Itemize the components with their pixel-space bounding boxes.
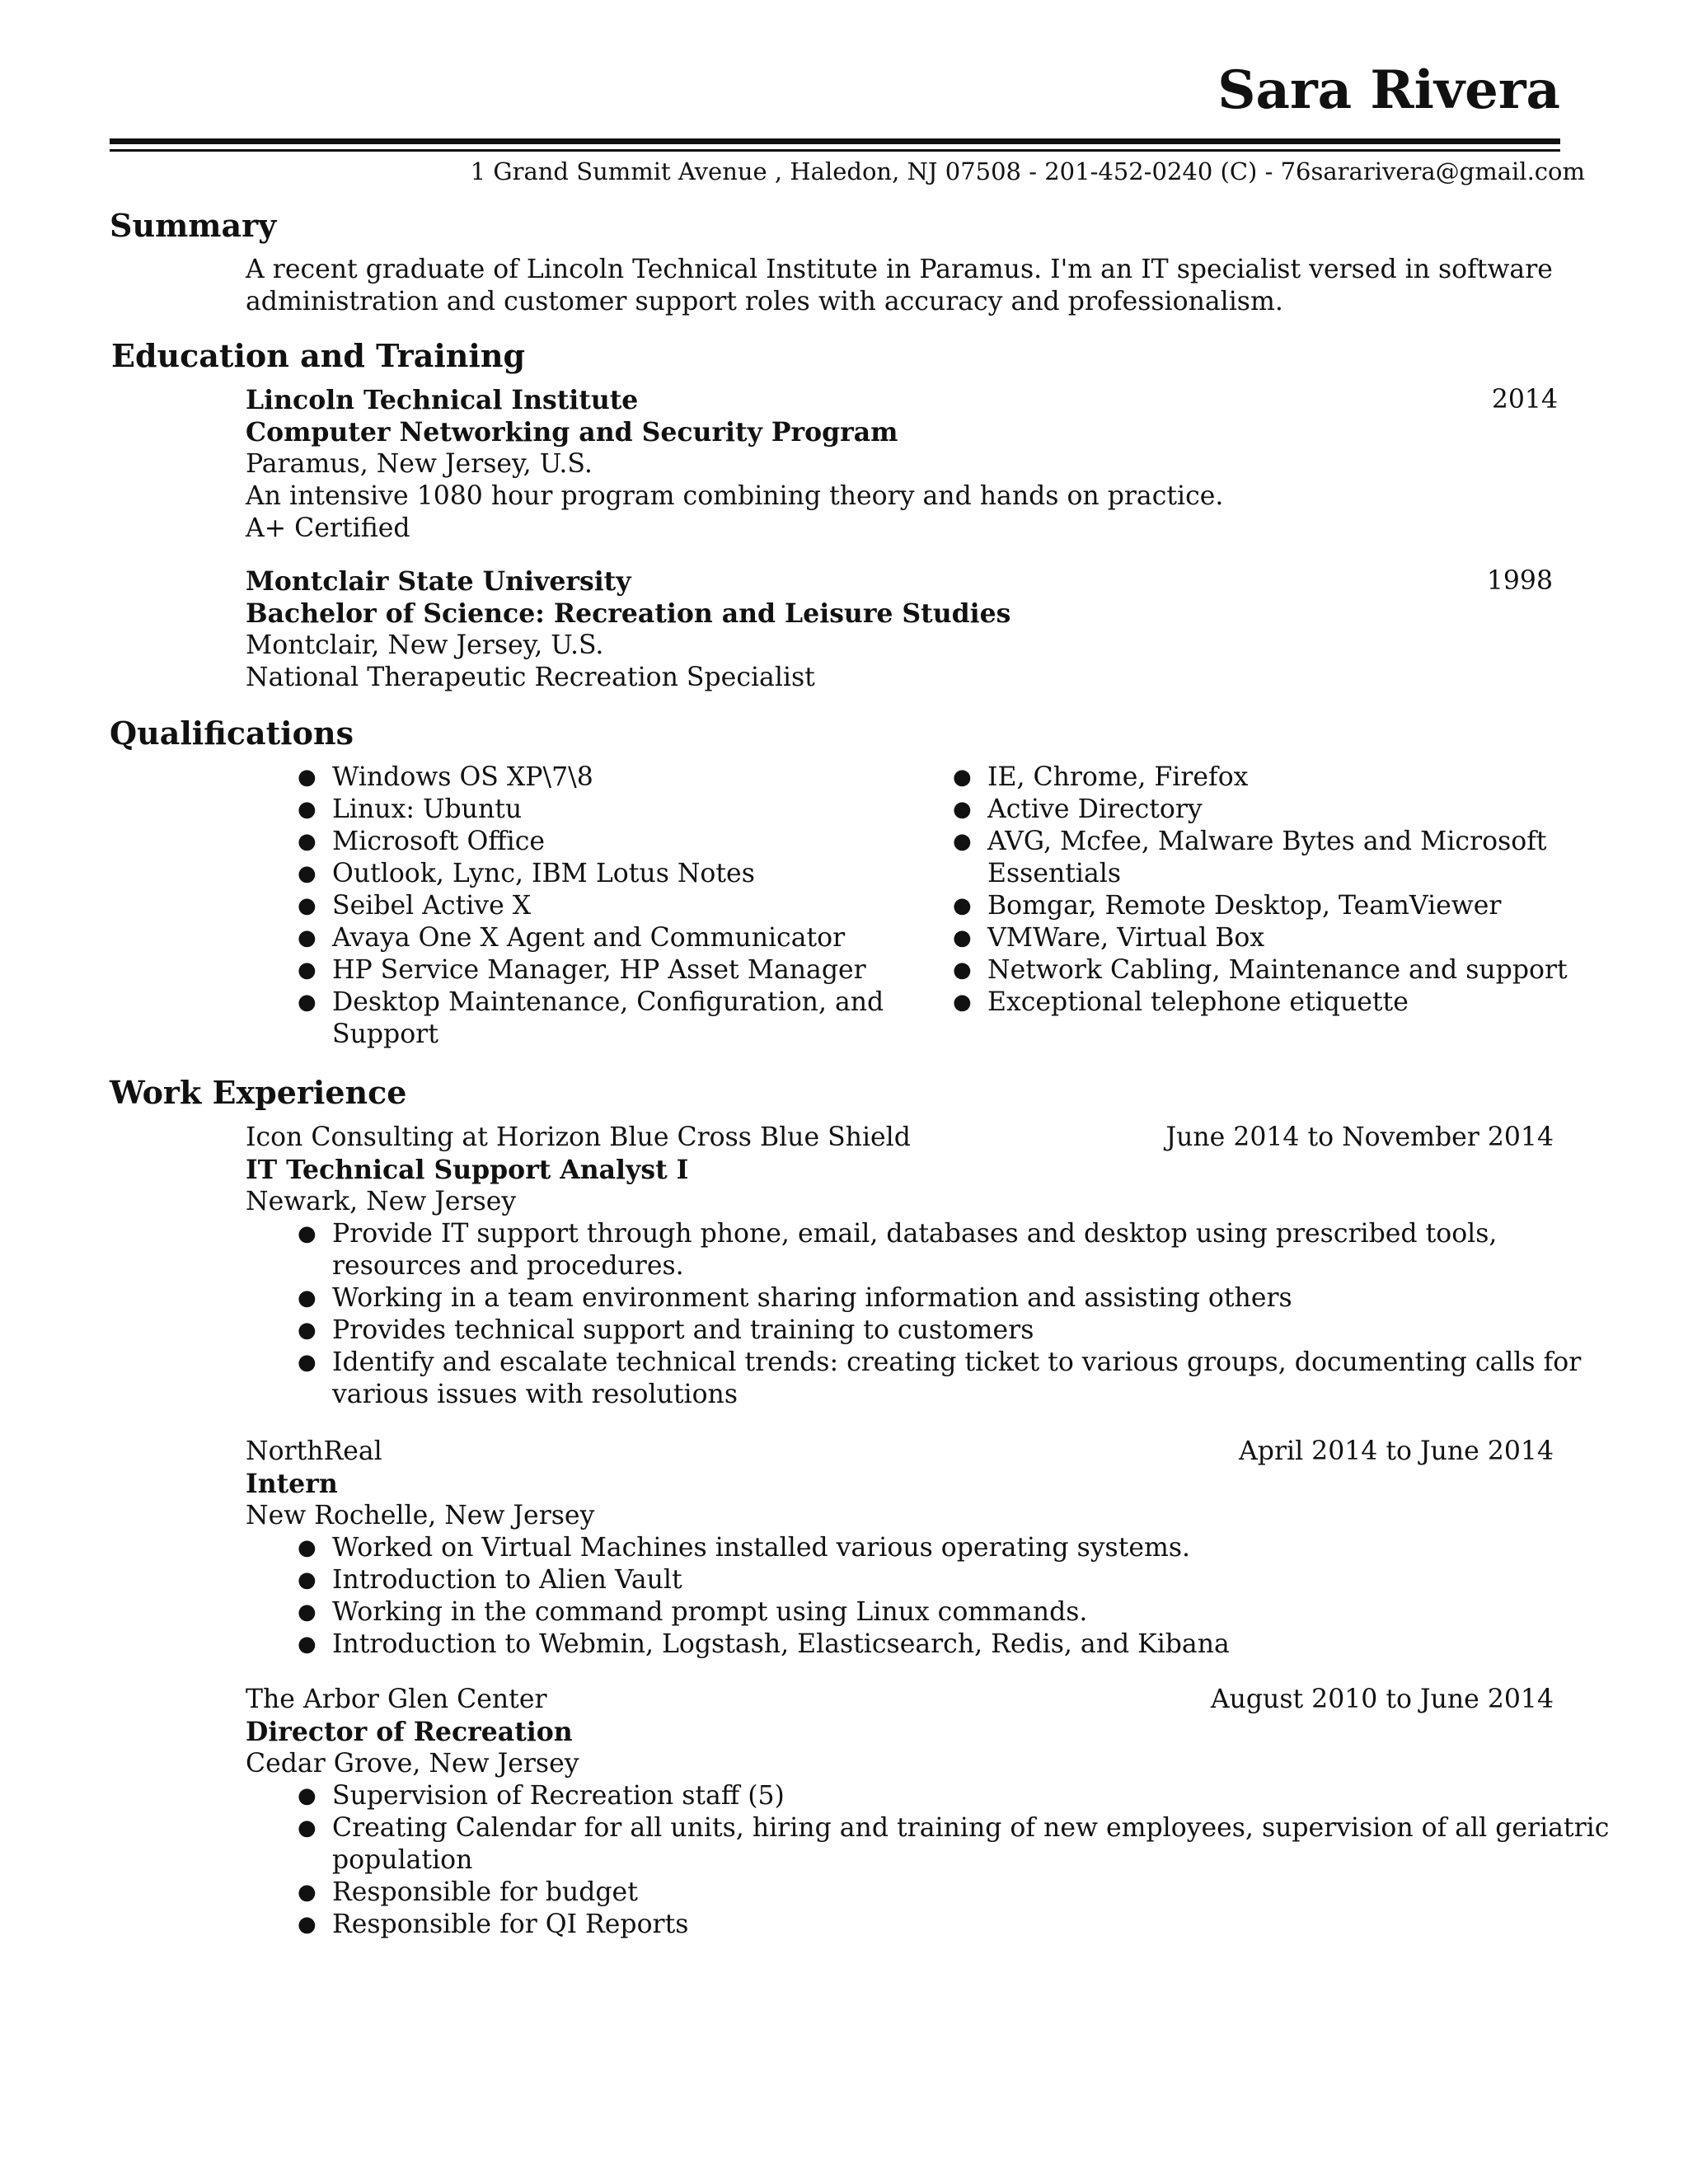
bullet-icon: ● [298, 829, 316, 854]
bullet-icon: ● [298, 1568, 316, 1592]
education-detail: An intensive 1080 hour program combining theory and hands on practice. [246, 481, 1224, 511]
job-dates: August 2010 to June 2014 [1210, 1685, 1554, 1714]
list-item: ● Supervision of Recreation staff (5) [298, 1781, 785, 1811]
list-item: ● Avaya One X Agent and Communicator [298, 923, 846, 953]
list-item: ● Working in the command prompt using Linux commands. [298, 1597, 1088, 1627]
list-item: ● Worked on Virtual Machines installed various operating systems. [298, 1533, 1191, 1563]
job-company: NorthReal [246, 1436, 382, 1466]
qualifications-right-list [953, 762, 1568, 1019]
education-detail: A+ Certified [246, 513, 410, 543]
summary-line: A recent graduate of Lincoln Technical Institute in Paramus. I'm an IT specialist versed in software [246, 255, 1553, 284]
list-item: ● Microsoft Office [298, 827, 546, 856]
bullet-icon: ● [298, 1816, 316, 1840]
education-school: Lincoln Technical Institute [246, 385, 639, 415]
job-bullets [298, 1780, 1610, 1941]
list-item: ● Working in a team environment sharing information and assisting others [298, 1283, 1292, 1313]
header-rule-thin [110, 149, 1560, 152]
section-title-qualifications: Qualifications [110, 715, 354, 752]
bullet-icon: ● [298, 1600, 316, 1624]
bullet-icon: ● [953, 829, 972, 854]
list-item-continuation: resources and procedures. [332, 1251, 684, 1281]
bullet-icon: ● [298, 1880, 316, 1905]
bullet-icon: ● [298, 1783, 316, 1808]
job-role: Intern [246, 1469, 338, 1499]
education-location: Montclair, New Jersey, U.S. [246, 630, 604, 660]
bullet-icon: ● [298, 1221, 316, 1246]
bullet-icon: ● [298, 958, 316, 982]
list-item: ● Exceptional telephone etiquette [953, 987, 1409, 1017]
list-item: ● Linux: Ubuntu [298, 794, 523, 824]
job-dates: April 2014 to June 2014 [1239, 1436, 1554, 1466]
bullet-icon: ● [953, 765, 972, 790]
bullet-icon: ● [298, 893, 316, 918]
job-location: Cedar Grove, New Jersey [246, 1749, 579, 1779]
bullet-icon: ● [298, 1912, 316, 1937]
education-program [246, 598, 1010, 630]
job-role: Director of Recreation [246, 1717, 573, 1747]
bullet-icon: ● [953, 893, 972, 918]
education-program: Computer Networking and Security Program [246, 417, 898, 448]
list-item-continuation: Support [332, 1019, 438, 1049]
qualifications-left-list [298, 762, 884, 1051]
job-bullets [298, 1218, 1582, 1411]
bullet-icon: ● [298, 861, 316, 886]
list-item: ● Active Directory [953, 794, 1203, 824]
job-company: The Arbor Glen Center [246, 1685, 547, 1714]
education-detail: National Therapeutic Recreation Specialist [246, 663, 815, 692]
candidate-name: Sara Rivera [1217, 59, 1560, 121]
bullet-icon: ● [953, 990, 972, 1015]
education-year: 1998 [1486, 566, 1553, 596]
header-rule-thick [110, 138, 1560, 144]
education-program-major: : Recreation and Leisure Studies [535, 598, 1011, 629]
list-item: ● Bomgar, Remote Desktop, TeamViewer [953, 891, 1502, 921]
bullet-icon: ● [298, 1318, 316, 1343]
job-bullets [298, 1532, 1230, 1661]
list-item: ● Identify and escalate technical trends: creating ticket to various groups, documenting calls for [298, 1347, 1582, 1377]
education-year: 2014 [1491, 385, 1558, 415]
list-item: ● Outlook, Lync, IBM Lotus Notes [298, 859, 755, 888]
education-location: Paramus, New Jersey, U.S. [246, 449, 593, 479]
list-item: ● Responsible for QI Reports [298, 1910, 689, 1939]
list-item-continuation: population [332, 1845, 473, 1875]
bullet-icon: ● [298, 1350, 316, 1375]
list-item-continuation: Essentials [987, 859, 1122, 888]
job-location: Newark, New Jersey [246, 1187, 517, 1216]
bullet-icon: ● [298, 1286, 316, 1310]
job-role: IT Technical Support Analyst I [246, 1155, 689, 1185]
section-title-work: Work Experience [110, 1074, 407, 1111]
list-item: ● Creating Calendar for all units, hiring and training of new employees, supervision of all geriatric [298, 1813, 1610, 1843]
job-location: New Rochelle, New Jersey [246, 1501, 595, 1530]
summary-line: administration and customer support roles with accuracy and professionalism. [246, 287, 1283, 316]
list-item: ● Windows OS XP\7\8 [298, 762, 593, 792]
bullet-icon: ● [953, 926, 972, 950]
bullet-icon: ● [298, 990, 316, 1015]
bullet-icon: ● [298, 797, 316, 822]
bullet-icon: ● [953, 958, 972, 982]
bullet-icon: ● [298, 1535, 316, 1560]
education-program-prefix: Bachelor of Science [246, 598, 536, 629]
list-item: ● VMWare, Virtual Box [953, 923, 1265, 953]
list-item: ● HP Service Manager, HP Asset Manager [298, 955, 866, 985]
list-item: ● Network Cabling, Maintenance and support [953, 955, 1568, 985]
contact-line: 1 Grand Summit Avenue , Haledon, NJ 07508 - 201-452-0240 (C) - 76sararivera@gmail.com [470, 157, 1585, 185]
list-item: ● Introduction to Alien Vault [298, 1565, 682, 1595]
list-item-continuation: various issues with resolutions [332, 1380, 738, 1409]
section-title-summary: Summary [110, 207, 277, 244]
bullet-icon: ● [298, 1632, 316, 1657]
job-dates: June 2014 to November 2014 [1165, 1122, 1554, 1152]
list-item: ● Provide IT support through phone, email, databases and desktop using prescribed tools, [298, 1219, 1498, 1249]
section-title-education: Education and Training [111, 337, 526, 374]
list-item: ● Introduction to Webmin, Logstash, Elasticsearch, Redis, and Kibana [298, 1629, 1230, 1659]
bullet-icon: ● [953, 797, 972, 822]
list-item: ● Responsible for budget [298, 1877, 638, 1907]
job-company: Icon Consulting at Horizon Blue Cross Blue Shield [246, 1122, 911, 1152]
list-item: ● AVG, Mcfee, Malware Bytes and Microsoft [953, 827, 1547, 856]
bullet-icon: ● [298, 926, 316, 950]
list-item: ● Provides technical support and training to customers [298, 1315, 1034, 1345]
education-school: Montclair State University [246, 566, 631, 597]
bullet-icon: ● [298, 765, 316, 790]
list-item: ● Desktop Maintenance, Configuration, and [298, 987, 884, 1017]
list-item: ● IE, Chrome, Firefox [953, 762, 1249, 792]
list-item: ● Seibel Active X [298, 891, 532, 921]
